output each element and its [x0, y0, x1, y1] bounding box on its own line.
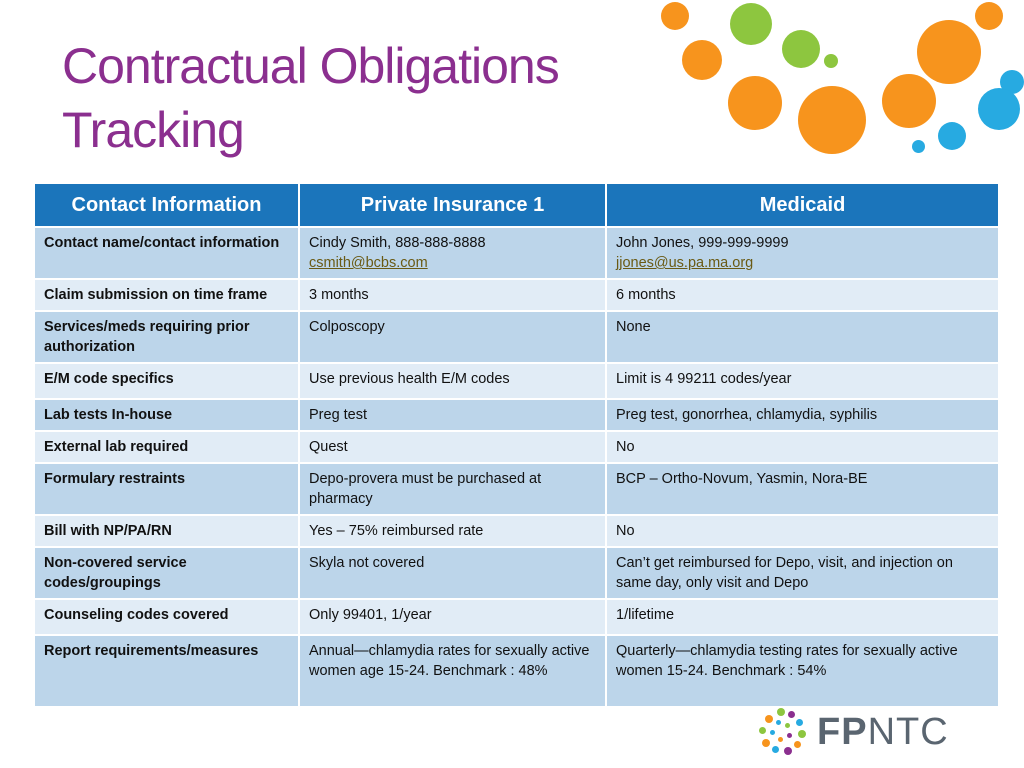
private-insurance-cell: Use previous health E/M codes [299, 363, 606, 399]
table-header-row [35, 184, 998, 227]
private-insurance-cell: Yes – 75% reimbursed rate [299, 515, 606, 547]
page-title-line2: Tracking [62, 102, 244, 158]
row-label: Contact name/contact information [35, 227, 299, 279]
fpntc-logo-mark-icon [757, 706, 807, 756]
blue-circle [1000, 70, 1024, 94]
medicaid-cell: BCP – Ortho-Novum, Yasmin, Nora-BE [606, 463, 998, 515]
orange-circle [975, 2, 1003, 30]
orange-circle [917, 20, 981, 84]
table-row [35, 399, 998, 431]
table-row [35, 599, 998, 635]
green-circle [782, 30, 820, 68]
column-header-private-insurance: Private Insurance 1 [299, 184, 606, 227]
orange-circle [882, 74, 936, 128]
table-row [35, 463, 998, 515]
table-row [35, 635, 998, 706]
medicaid-cell: 6 months [606, 279, 998, 311]
medicaid-cell [606, 227, 998, 279]
row-label: Lab tests In-house [35, 399, 299, 431]
green-circle [824, 54, 838, 68]
table-row [35, 227, 998, 279]
row-label: Services/meds requiring prior authorization [35, 311, 299, 363]
private-insurance-cell: Preg test [299, 399, 606, 431]
medicaid-cell: Limit is 4 99211 codes/year [606, 363, 998, 399]
green-circle [730, 3, 772, 45]
row-label: Non-covered service codes/groupings [35, 547, 299, 599]
row-label: External lab required [35, 431, 299, 463]
medicaid-cell: No [606, 515, 998, 547]
medicaid-cell: No [606, 431, 998, 463]
page-title-line1: Contractual Obligations [62, 38, 559, 94]
fpntc-logo-text [817, 710, 949, 754]
row-label: Formulary restraints [35, 463, 299, 515]
row-label: Report requirements/measures [35, 635, 299, 706]
private-insurance-cell: Quest [299, 431, 606, 463]
private-insurance-cell [299, 227, 606, 279]
table-row [35, 547, 998, 599]
medicaid-cell: None [606, 311, 998, 363]
private-insurance-cell: Annual—chlamydia rates for sexually active women age 15-24. Benchmark : 48% [299, 635, 606, 706]
private-insurance-cell: Colposcopy [299, 311, 606, 363]
table-row [35, 431, 998, 463]
row-label: Bill with NP/PA/RN [35, 515, 299, 547]
fpntc-logo [757, 706, 957, 758]
medicaid-cell: 1/lifetime [606, 599, 998, 635]
blue-circle [978, 88, 1020, 130]
private-contact-text: Cindy Smith, 888-888-8888 [309, 235, 486, 251]
medicaid-email-link[interactable]: jjones@us.pa.ma.org [616, 255, 754, 271]
blue-circle [938, 122, 966, 150]
private-email-link[interactable]: csmith@bcbs.com [309, 255, 428, 271]
medicaid-cell: Quarterly—chlamydia testing rates for sexually active women 15-24. Benchmark : 54% [606, 635, 998, 706]
private-insurance-cell: 3 months [299, 279, 606, 311]
table-row [35, 515, 998, 547]
orange-circle [661, 2, 689, 30]
row-label: Claim submission on time frame [35, 279, 299, 311]
private-insurance-cell: Only 99401, 1/year [299, 599, 606, 635]
private-insurance-cell: Depo-provera must be purchased at pharmacy [299, 463, 606, 515]
medicaid-contact-text: John Jones, 999-999-9999 [616, 235, 789, 251]
logo-text-rest: NTC [867, 711, 949, 753]
row-label: E/M code specifics [35, 363, 299, 399]
column-header-contact-information: Contact Information [35, 184, 299, 227]
blue-circle [912, 140, 925, 153]
table-row [35, 363, 998, 399]
column-header-medicaid: Medicaid [606, 184, 998, 227]
row-label: Counseling codes covered [35, 599, 299, 635]
orange-circle [728, 76, 782, 130]
page-title [62, 34, 559, 162]
logo-text-bold: FP [817, 711, 868, 753]
table-row [35, 279, 998, 311]
medicaid-cell: Preg test, gonorrhea, chlamydia, syphilis [606, 399, 998, 431]
orange-circle [682, 40, 722, 80]
obligations-table [35, 184, 998, 706]
private-insurance-cell: Skyla not covered [299, 547, 606, 599]
table-row [35, 311, 998, 363]
orange-circle [798, 86, 866, 154]
medicaid-cell: Can’t get reimbursed for Depo, visit, and injection on same day, only visit and Depo [606, 547, 998, 599]
